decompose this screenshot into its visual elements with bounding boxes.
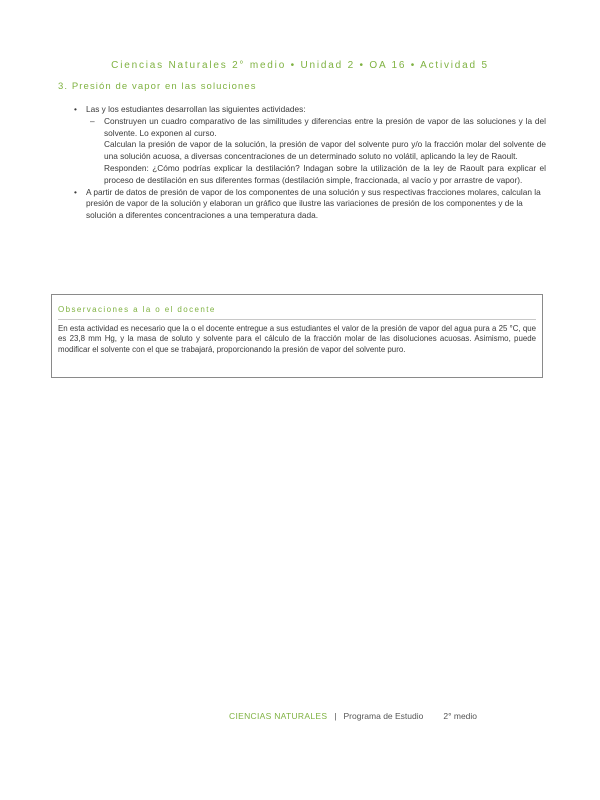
activity-dash-text: Construyen un cuadro comparativo de las similitudes y diferencias entre la presión de vapor de las soluciones y la del solvente. Lo exponen al curso. [104,115,546,138]
footer-program: Programa de Estudio [343,711,424,721]
bullet-icon: • [74,186,77,197]
dash-icon: – [90,115,95,126]
page-header-title: Ciencias Naturales 2° medio • Unidad 2 • OA 16 • Actividad 5 [111,60,489,71]
page-footer [229,711,477,721]
footer-brand: CIENCIAS NATURALES [229,711,328,721]
activity-paragraph-2: Responden: ¿Cómo podrías explicar la destilación? Indagan sobre la utilización de la ley de Raoult para explicar el proceso de destilación en sus diferentes formas (destilación simple, fraccionada, al vacío y por arrastre de vapor). [104,162,546,185]
activity-sub-item [74,116,546,140]
observations-text: En esta actividad es necesario que la o el docente entregue a sus estudiantes el valor de la presión de vapor del agua pura a 25 °C, que es 23,8 mm Hg, y la masa de soluto y solvente para el cálculo de la fracción molar de las disoluciones acuosas. Asimismo, puede modificar el solvente con el que se trabajará, proporcionando la presión de vapor del solvente puro. [58,324,536,354]
activity-paragraph-1: Calculan la presión de vapor de la solución, la presión de vapor del solvente puro y/o la fracción molar del solvente de una solución acuosa, a diversas concentraciones de un determinado soluto no volátil, aplicando la ley de Raoult. [104,139,546,162]
activity-bullet [74,104,546,116]
activities-list [74,104,546,222]
bullet-icon: • [74,104,77,114]
teacher-observations-box [51,294,543,378]
footer-separator: | [334,711,337,721]
observations-divider [58,319,536,320]
activity-bullet-2-text: A partir de datos de presión de vapor de los componentes de una solución y sus respectivas fracciones molares, calculan la presión de vapor de la solución y elaboran un gráfico que ilustre las variaciones de presión de los componentes y de la solución a diferentes concentraciones a una temperatura dada. [86,186,541,221]
activities-intro: Las y los estudiantes desarrollan las siguientes actividades: [86,104,306,114]
activity-bullet-2 [74,187,546,222]
footer-level: 2° medio [443,711,478,721]
section-title: 3. Presión de vapor en las soluciones [58,81,257,92]
observations-title: Observaciones a la o el docente [58,305,216,314]
